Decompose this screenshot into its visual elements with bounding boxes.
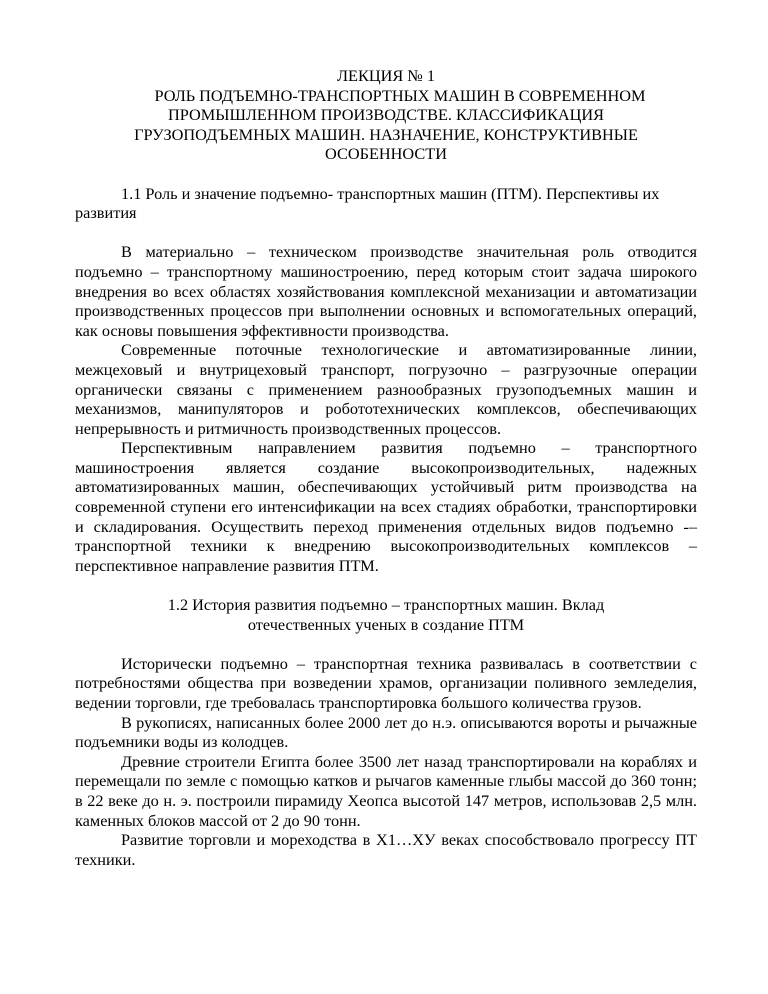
title-line-4: ГРУЗОПОДЪЕМНЫХ МАШИН. НАЗНАЧЕНИЕ, КОНСТРУКТИВНЫЕ xyxy=(134,124,638,144)
title-line-5: ОСОБЕННОСТИ xyxy=(325,144,447,164)
section-2-heading-line-1: 1.2 История развития подъемно – транспортных машин. Вклад xyxy=(167,595,605,615)
title-line-3: ПРОМЫШЛЕННОМ ПРОИЗВОДСТВЕ. КЛАССИФИКАЦИЯ xyxy=(168,105,604,125)
section-2-paragraph-4: Развитие торговли и мореходства в Х1…ХУ веках способствовало прогрессу ПТ техники. xyxy=(75,830,697,869)
title-line-1: ЛЕКЦИЯ № 1 xyxy=(336,66,436,85)
section-1-heading: 1.1 Роль и значение подъемно- транспортных машин (ПТМ). Перспективы их развития xyxy=(75,183,660,223)
section-2-heading xyxy=(75,595,697,634)
section-1-paragraph-1: В материально – техническом производстве значительная роль отводится подъемно – транспортному машиностроению, перед которым стоит задача широкого внедрения во всех областях хозяйствования комплексной механизации и автоматизации производственных процессов при выполнении основных и вспомогательных операций, как основы повышения эффективности производства. xyxy=(75,242,697,340)
title-line-2: РОЛЬ ПОДЪЕМНО-ТРАНСПОРТНЫХ МАШИН В СОВРЕМЕННОМ xyxy=(154,85,646,105)
lecture-title xyxy=(75,66,697,164)
section-2-paragraph-3: Древние строители Египта более 3500 лет назад транспортировали на кораблях и перемещали по земле с помощью катков и рычагов каменные глыбы массой до 360 тонн; в 22 веке до н. э. построили пирамиду Хеопса высотой 147 метров, использовав 2,5 млн. каменных блоков массой от 2 до 90 тонн. xyxy=(75,751,697,830)
section-2-paragraph-2: В рукописях, написанных более 2000 лет до н.э. описываются вороты и рычажные подъемники воды из колодцев. xyxy=(75,712,697,752)
section-1-paragraph-2: Современные поточные технологические и автоматизированные линии, межцеховый и внутрицеховый транспорт, погрузочно – разгрузочные операции органически связаны с применением разнообразных грузоподъемных машин и механизмов, манипуляторов и робототехнических комплексов, обеспечивающих непрерывность и ритмичность производственных процессов. xyxy=(75,340,697,438)
section-2-paragraph-1: Исторически подъемно – транспортная техника развивалась в соответствии с потребностями общества при возведении храмов, организации поливного земледелия, ведении торговли, где требовалась транспортировка большого количества грузов. xyxy=(75,653,697,712)
section-2-heading-line-2: отечественных ученых в создание ПТМ xyxy=(247,614,525,634)
document-page xyxy=(75,66,697,869)
section-1-paragraph-3: Перспективным направлением развития подъемно – транспортного машиностроения является создание высокопроизводительных, надежных автоматизированных машин, обеспечивающих устойчивый ритм производства на современной ступени его интенсификации на всех стадиях обработки, транспортировки и складирования. Осуществить переход применения отдельных видов подъемно -–транспортной техники к внедрению высокопроизводительных комплексов – перспективное направление развития ПТМ. xyxy=(75,438,697,575)
